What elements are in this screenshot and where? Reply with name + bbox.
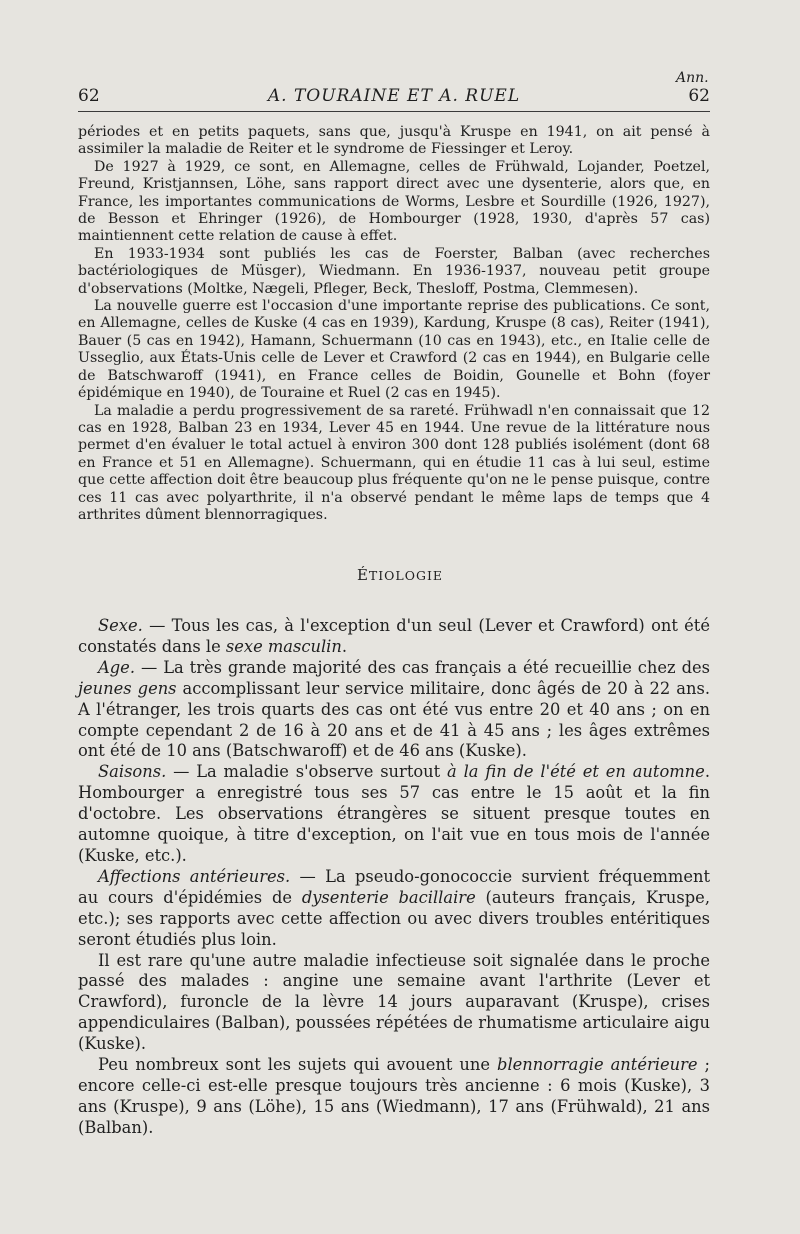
paragraph-infections: Il est rare qu'une autre maladie infectieuse soit signalée dans le proche passé des malades : angine une semaine avant l'arthrite (Lever et Crawford), furoncle de la lèvre 14 jours auparavant (Kruspe), crises appendiculaires (Balban), poussées répétées de rhumatisme articulaire aigu (Kuske).	[78, 950, 710, 1054]
paragraph-text: (auteurs français, Kruspe, etc.); ses rapports avec cette affection ou avec divers troubles entéritiques seront étudiés plus loin.	[78, 887, 710, 949]
paragraph-blennorragie	[78, 1055, 710, 1139]
page-number-left: 62	[78, 86, 100, 106]
paragraph: La nouvelle guerre est l'occasion d'une importante reprise des publications. Ce sont, en Allemagne, celles de Kuske (4 cas en 1939), Kardung, Kruspe (8 cas), Reiter (1941), Bauer (5 cas en 1942), Hamann, Schuermann (10 cas en 1943), etc., en Italie celle de Usseglio, aux États-Unis celle de Lever et Crawford (2 cas en 1944), en Bulgarie celle de Batschwaroff (1941), en France celles de Boidin, Gounelle et Bohn (foyer épidémique en 1940), de Touraine et Ruel (2 cas en 1945).	[78, 298, 710, 402]
annotation-note: Ann.	[676, 70, 709, 86]
emphasis: dysenterie bacillaire	[301, 887, 476, 907]
paragraph-label: Affections antérieures.	[98, 866, 291, 886]
running-title: A. TOURAINE ET A. RUEL	[267, 86, 521, 106]
emphasis: à la fin de l'été et en automne	[447, 762, 705, 782]
paragraph-text: ; encore celle-ci est-elle presque toujours très ancienne : 6 mois (Kuske), 3 ans (Kruspe), 9 ans (Löhe), 15 ans (Wiedmann), 17 ans (Frühwald), 21 ans (Balban).	[78, 1055, 710, 1137]
paragraph-text: — La maladie s'observe surtout	[166, 762, 448, 782]
paragraph-label: Age.	[98, 657, 135, 677]
paragraph-text: . Hombourger a enregistré tous ses 57 cas entre le 15 août et la fin d'octobre. Les observations étrangères se situent presque toutes en automne quoique, à titre d'exception, on l'ait vue en tous mois de l'année (Kuske, etc.).	[78, 762, 710, 865]
paragraph-text: .	[341, 636, 348, 656]
paragraph-text: — Tous les cas, à l'exception d'un seul (Lever et Crawford) ont été constatés dans le	[78, 616, 710, 656]
paragraph-text: accomplissant leur service militaire, donc âgés de 20 à 22 ans. A l'étranger, les trois quarts des cas ont été vus entre 20 et 40 ans ; on en compte cependant 2 de 16 à 20 ans et de 41 à 45 ans ; les âges extrêmes ont été de 10 ans (Batschwaroff) et de 46 ans (Kuske).	[78, 678, 710, 761]
paragraph-affections	[78, 867, 710, 951]
paragraph-label: Sexe.	[98, 616, 143, 635]
paragraph: périodes et en petits paquets, sans que, jusqu'à Kruspe en 1941, on ait pensé à assimiler la maladie de Reiter et le syndrome de Fiessinger et Leroy.	[78, 124, 710, 158]
section-heading	[0, 566, 800, 584]
paragraph-text: — La pseudo-gonococcie survient fréquemment au cours d'épidémies de	[78, 866, 710, 907]
running-header	[78, 86, 710, 108]
paragraph-age	[78, 658, 710, 763]
emphasis: blennorragie antérieure	[497, 1055, 698, 1075]
paragraph: De 1927 à 1929, ce sont, en Allemagne, celles de Frühwald, Lojander, Poetzel, Freund, Kristjannsen, Löhe, sans rapport direct avec une dysenterie, alors que, en France, les importantes communications de Worms, Lesbre et Sourdille (1926, 1927), de Besson et Ehringer (1926), de Hombourger (1928, 1930, d'après 57 cas) maintiennent cette relation de cause à effet.	[78, 158, 710, 245]
paragraph-text: — La très grande majorité des cas français a été recueillie chez des	[135, 657, 710, 677]
etiology-block	[78, 616, 710, 1139]
paragraph: La maladie a perdu progressivement de sa rareté. Frühwadl n'en connaissait que 12 cas en 1928, Balban 23 en 1934, Lever 45 en 1944. Une revue de la littérature nous permet d'en évaluer le total actuel à environ 300 dont 128 publiés isolément (dont 68 en France et 51 en Allemagne). Schuermann, qui en étudie 11 cas à lui seul, estime que cette affection doit être beaucoup plus fréquente qu'on ne le pense puisque, contre ces 11 cas avec polyarthrite, il n'a observé pendant le même laps de temps que 4 arthrites dûment blennorragiques.	[78, 402, 710, 523]
emphasis: jeunes gens	[78, 678, 177, 698]
paragraph-text: Peu nombreux sont les sujets qui avouent une	[98, 1055, 498, 1075]
paragraph-saisons	[78, 762, 710, 867]
paragraph-label: Saisons.	[98, 762, 167, 782]
heading-rest: TIOLOGIE	[368, 568, 444, 583]
page-number-right: 62	[688, 86, 710, 106]
header-rule	[78, 111, 710, 112]
history-block	[78, 124, 710, 524]
heading-initial: É	[356, 566, 369, 584]
emphasis: sexe masculin	[225, 636, 342, 656]
paragraph: En 1933-1934 sont publiés les cas de Foerster, Balban (avec recherches bactériologiques de Müsger), Wiedmann. En 1936-1937, nouveau petit groupe d'observations (Moltke, Nægeli, Pfleger, Beck, Thesloff, Postma, Clemmesen).	[78, 245, 710, 297]
paragraph-sexe	[78, 616, 710, 658]
